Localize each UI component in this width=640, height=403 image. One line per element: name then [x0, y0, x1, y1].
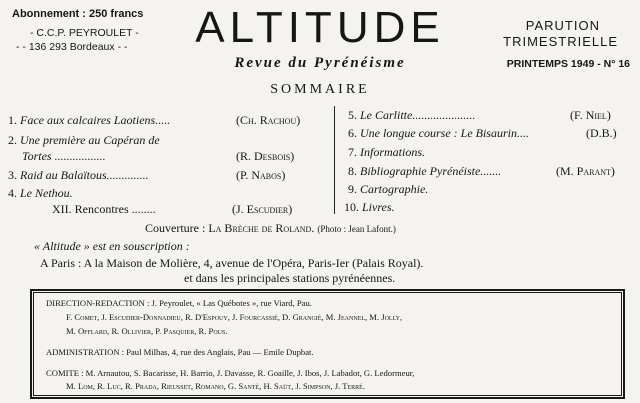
direction-line-2: F. Comet, J. Escudier-Donnadieu, R. D'Espouy, J. Fourcassié, D. Grangié, M. Jeannel, M. Jolly,	[66, 312, 403, 322]
toc-title: XII. Rencontres ........	[52, 202, 156, 216]
account-number: - - 136 293 Bordeaux - -	[16, 41, 128, 53]
toc-title: Bibliographie Pyrénéiste.......	[360, 164, 502, 178]
toc-title: Face aux calcaires Laotiens.....	[20, 113, 171, 127]
administration-line: ADMINISTRATION : Paul Milhas, 4, rue des Anglais, Pau — Emile Dupbat.	[46, 347, 314, 357]
toc-title: Une longue course : Le Bisaurin....	[360, 126, 529, 140]
magazine-subtitle: Revue du Pyrénéisme	[234, 55, 406, 71]
toc-item-4-sub	[52, 202, 156, 217]
direction-line-3: M. Offlard, R. Ollivier, P. Pasquier, R. Pous.	[66, 326, 228, 336]
toc-title: Cartographie.	[360, 182, 429, 196]
toc-title: Livres.	[362, 200, 395, 214]
toc-item-10	[344, 200, 395, 215]
toc-item-6	[348, 126, 529, 141]
toc-item-2-cont	[22, 149, 106, 164]
toc-num: 4.	[8, 186, 17, 200]
frequency-label: TRIMESTRIELLE	[503, 34, 618, 49]
cover-line	[145, 221, 396, 236]
subscription-line-3: et dans les principales stations pyrénéennes.	[184, 271, 396, 285]
ccp-label: - C.C.P. PEYROULET -	[30, 27, 139, 39]
column-divider	[334, 106, 335, 214]
toc-num: 7.	[348, 145, 357, 159]
toc-num: 3.	[8, 168, 17, 182]
subscription-price: Abonnement : 250 francs	[12, 8, 144, 20]
subscription-line-2: A Paris : A la Maison de Molière, 4, avenue de l'Opéra, Paris-Ier (Palais Royal).	[40, 256, 424, 270]
toc-num: 6.	[348, 126, 357, 140]
toc-item-7	[348, 145, 425, 160]
toc-item-1	[8, 113, 170, 128]
cover-label: Couverture :	[145, 221, 206, 235]
toc-author-5: (F. Niel)	[570, 108, 611, 122]
toc-item-5	[348, 108, 475, 123]
toc-num: 1.	[8, 113, 17, 127]
cover-photo-credit: (Photo : Jean Lafont.)	[317, 224, 396, 234]
subscription-line-1: « Altitude » est en souscription :	[34, 239, 190, 253]
cover-title: La Brèche de Roland.	[208, 221, 315, 235]
toc-author-2: (R. Desbois)	[236, 149, 295, 163]
toc-num: 10.	[344, 200, 359, 214]
toc-item-8	[348, 164, 501, 179]
magazine-title: ALTITUDE	[195, 3, 445, 52]
toc-item-3	[8, 168, 149, 183]
sommaire-heading: SOMMAIRE	[270, 82, 370, 97]
toc-author-4: (J. Escudier)	[232, 202, 293, 216]
toc-num: 2.	[8, 133, 17, 147]
toc-title: Tortes .................	[22, 149, 106, 163]
toc-item-2	[8, 133, 160, 148]
comite-line-1: COMITE : M. Arnautou, S. Bacarisse, H. Barrio, J. Davasse, R. Goaille, J. Ibos, J. Labadot, G. Ledormeur,	[46, 368, 415, 378]
toc-item-9	[348, 182, 428, 197]
toc-title: Raid au Balaïtous..............	[20, 168, 149, 182]
toc-author-6: (D.B.)	[586, 126, 617, 140]
toc-author-3: (P. Nabos)	[236, 168, 286, 182]
toc-num: 8.	[348, 164, 357, 178]
toc-title: Une première au Capéran de	[20, 133, 160, 147]
direction-line-1: DIRECTION-REDACTION : J. Peyroulet, « Las Québotes », rue Viard, Pau.	[46, 298, 312, 308]
toc-item-4	[8, 186, 73, 201]
toc-num: 5.	[348, 108, 357, 122]
parution-label: PARUTION	[525, 18, 600, 33]
issue-label: PRINTEMPS 1949 - N° 16	[506, 58, 630, 70]
toc-num: 9.	[348, 182, 357, 196]
toc-author-8: (M. Parant)	[556, 164, 615, 178]
toc-title: Le Carlitte.....................	[360, 108, 476, 122]
toc-title: Informations.	[360, 145, 426, 159]
comite-line-2: M. Lom, R. Luc, R. Prada, Rieusset, Romano, G. Santé, H. Saüt, J. Simpson, J. Terré.	[66, 381, 365, 391]
toc-title: Le Nethou.	[20, 186, 73, 200]
toc-author-1: (Ch. Rachou)	[236, 113, 301, 127]
